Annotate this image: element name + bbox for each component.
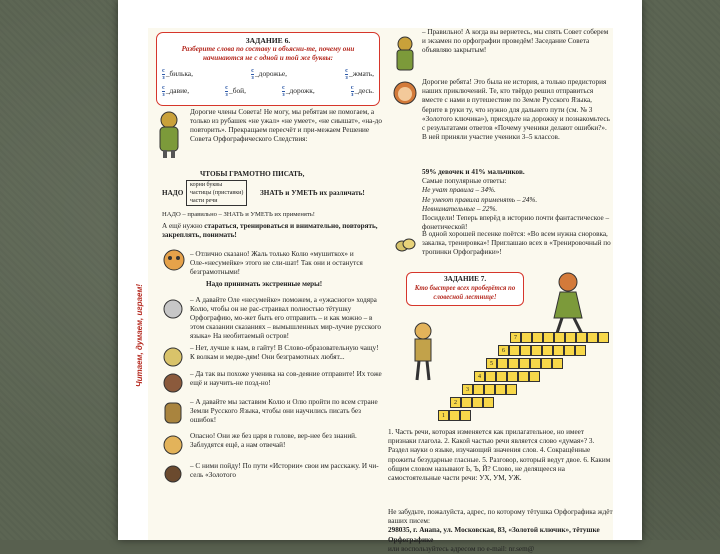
staircase-cell	[541, 358, 552, 369]
staircase-cell	[587, 332, 598, 343]
rule-diagram	[148, 170, 386, 222]
task7-box	[406, 272, 524, 306]
dialog-block-2	[148, 296, 386, 344]
staircase-cell: 2	[450, 397, 461, 408]
word-item: $\frac{с}{з}\_давие$,	[162, 83, 190, 98]
word-item: $\frac{с}{з}\_десь$.	[350, 83, 374, 98]
character-icon	[162, 346, 184, 368]
rule-apply: НАДО – правильно – ЗНАТЬ и УМЕТЬ их применять!	[162, 210, 315, 218]
word-item: $\frac{с}{з}\_билька$,	[162, 66, 193, 81]
task7-title: ЗАДАНИЕ 7.	[443, 275, 487, 283]
task6-box	[156, 32, 380, 106]
owl-teacher-illustration	[392, 36, 418, 72]
dialog-block-3	[148, 344, 386, 370]
staircase-cell	[495, 384, 506, 395]
staircase-cell	[553, 345, 564, 356]
dialog-paragraph: – Нет, лучше к нам, в гайту! В Слово-образовательную чащу! К волкам и медве-дям! Они безграмотных любят...	[190, 343, 379, 361]
task7-questions	[388, 428, 613, 508]
rule-heading: ЧТОБЫ ГРАМОТНО ПИСАТЬ,	[200, 169, 305, 178]
dialog-emphasis: Надо принимать экстренные меры!	[206, 279, 323, 288]
staircase-cell	[554, 332, 565, 343]
staircase-cell	[532, 332, 543, 343]
task6-word-row-2	[162, 85, 374, 98]
word-item: $\frac{с}{з}\_дорожк$,	[281, 83, 315, 98]
staircase-cell	[520, 345, 531, 356]
staircase-cell	[598, 332, 609, 343]
right-column	[388, 28, 613, 554]
staircase-cell: 7	[510, 332, 521, 343]
word-item: $\frac{с}{з}\_дорожье$,	[251, 66, 287, 81]
rule-items-box	[186, 180, 247, 206]
rule-need: НАДО	[162, 188, 184, 197]
staircase-cell: 1	[438, 410, 449, 421]
right-paragraph: – Правильно! А когда вы вернетесь, мы спять Совет соберем и экзамен по орфографии проведём! Заседание Совета объявляю закрытым!	[422, 28, 609, 55]
dialog-block-6	[148, 432, 386, 462]
staircase-cell	[508, 358, 519, 369]
staircase-cell	[483, 397, 494, 408]
staircase-cell	[484, 384, 495, 395]
right-song	[388, 230, 613, 270]
staircase-cell	[461, 397, 472, 408]
staircase-cell	[543, 332, 554, 343]
dialog-paragraph: – А давайте мы заставим Колю и Олю пройти по всем стране Земли Русского Языка, чтобы они научились писать без ошибок!	[190, 397, 378, 425]
side-label	[130, 255, 148, 390]
staircase-cell	[473, 384, 484, 395]
dialog-block-1	[148, 248, 386, 296]
side-label-text: Читаем, думаем, играем!	[135, 283, 144, 387]
character-icon	[162, 464, 184, 484]
staircase-cell	[576, 332, 587, 343]
staircase-cell	[509, 345, 520, 356]
contact-intro: Не забудьте, пожалуйста, адрес, по которому тётушка Орфографика ждёт ваших писем:	[388, 508, 613, 526]
staircase-cell	[506, 384, 517, 395]
staircase-cell	[460, 410, 471, 421]
staircase-cell: 3	[462, 384, 473, 395]
rule-item: частицы (приставки)	[190, 189, 244, 196]
rule-more-text: стараться, тренироваться и внимательно, повторять, закреплять, понимать!	[162, 221, 378, 239]
survey-results	[422, 168, 613, 230]
rule-item: корни буквы	[190, 181, 223, 188]
staircase-cell: 5	[486, 358, 497, 369]
staircase-cell	[565, 332, 576, 343]
staircase-cell	[485, 371, 496, 382]
survey-answer: Не учат правила – 34%.	[422, 186, 496, 195]
magazine-page	[148, 28, 613, 553]
character-icon	[162, 400, 184, 426]
owl-teacher-illustration	[152, 110, 186, 160]
staircase-cell	[449, 410, 460, 421]
rule-item: части речи	[190, 197, 218, 204]
dialog-block-7	[148, 462, 386, 482]
contact-block	[388, 508, 613, 554]
rule-more	[162, 222, 386, 244]
staircase-cell: 6	[498, 345, 509, 356]
staircase-cell	[529, 371, 540, 382]
staircase-cell	[530, 358, 541, 369]
character-icon	[162, 372, 184, 394]
character-icon	[162, 248, 186, 274]
staircase-cell	[518, 371, 529, 382]
dialog-paragraph: – А давайте Оле «несумейке» поможем, а «ужасного» ходяра Колю, чтобы он не рас-страивал полностью тётушку Орфографию, мо-жет быть его отправить – и как можно – в этом сказании сказаниях – вымышленных мир-лучие русского языка» На необитаемый остров!	[190, 295, 382, 341]
staircase-cell	[521, 332, 532, 343]
staircase-cell	[497, 358, 508, 369]
task6-word-row-1	[162, 68, 374, 81]
staircase-cell	[472, 397, 483, 408]
survey-stat: 59% девочек и 41% мальчиков.	[422, 168, 525, 176]
task6-title: ЗАДАНИЕ 6.	[245, 36, 291, 45]
task6-subtitle: Разберите слова по составу и объясни-те, почему они начинаются не с одной и той же буквы:	[181, 45, 355, 63]
rule-more-lead: А ещё нужно	[162, 221, 203, 230]
survey-conclusion: Посидели! Теперь вперёд в историю почти фантастическое – фонетической!	[422, 214, 610, 232]
word-item: $\frac{с}{з}\_бой$,	[225, 83, 246, 98]
rule-know: ЗНАТЬ и УМЕТЬ их различать!	[260, 188, 365, 197]
dialog-paragraph: – С ними пойду! По пути «Истории» свои им расскажу. И чи-сель «Золотого	[190, 461, 379, 479]
task7-subtitle: Кто быстрее всех проберётся по словесной лестнице!	[414, 285, 516, 302]
task7-area	[388, 270, 613, 428]
survey-answer: Не умеют правила применять – 24%.	[422, 195, 538, 204]
right-letter	[388, 78, 613, 168]
task6-words	[162, 68, 374, 98]
character-icon	[162, 298, 184, 320]
task7-questions-text: 1. Часть речи, которая изменяется как прилагательное, но имеет признаки глагола. 2. Какой частью речи является слово «думая»? 3. Раздел науки о языке, изучающий значения слов. 4. Сокращённые прожиты безударные гласные. 5. Разговор, который ведут двое. 6. Каким общим словом называют Ь, Ъ, Й? Слово, не делящееся на самостоятельные части речи: УХ, УМ, УЖ.	[388, 428, 611, 483]
word-staircase	[428, 322, 608, 422]
contact-address: 298035, г. Анапа, ул. Московская, 83, «Золотой ключик», тётушке Орфографике	[388, 526, 600, 544]
staircase-cell	[519, 358, 530, 369]
dialog-block-4	[148, 370, 386, 398]
council-block	[148, 108, 386, 166]
contact-email: или воспользуйтесь адресом по e-mail: nr.sem@	[388, 544, 535, 553]
staircase-cell	[531, 345, 542, 356]
dialog-paragraph: – Да так вы похоже ученика на сов-деяние отправите! Их тоже ещё и научить-не позд-но!	[190, 369, 382, 387]
right-paragraph: В одной хорошей песенке поётся: «Во всем нужна сноровка, закалка, тренировка»! Приглашаю всех в «Тренировочный по тропинки Орфографики»!	[422, 230, 611, 257]
council-paragraph: Дорогие члены Совета! Не могу, мы ребятам не помогаем, а только из рубашек «не ужал» «не умеет», «не сиышат», «на-до повторить». Прекращаем пересчёт и при-межаем Решение	[190, 107, 383, 135]
survey-heading: Самые популярные ответы:	[422, 177, 507, 186]
staircase-cell	[496, 371, 507, 382]
council-paragraph-end: Совета Орфографического Следствия:	[190, 135, 308, 144]
right-intro	[388, 28, 613, 78]
left-column	[148, 28, 386, 482]
dialog-block-5	[148, 398, 386, 432]
staircase-cell	[542, 345, 553, 356]
word-item: $\frac{с}{з}\_жмать$,	[345, 66, 374, 81]
character-icon	[162, 434, 184, 456]
right-paragraph: Дорогие ребята! Это была не история, а только предистория наших приключений. Те, кто твёрдо решил отправиться вместе с нами в путешествие по Земле Русского Языка, берите в руки ту, что нужно для дальнего пути (см. № 3 «Золотого ключика»), присядьте на дорожку и познакомьтесь с результатами ответов «Почему ученики делают ошибки?». В ней приняли участие ученики 3–5 классов.	[422, 78, 610, 142]
dialog-paragraph: Опасно! Они же без царя в голове, вер-нее без знаний. Заблудятся ещё, а нам отвечай!	[190, 431, 357, 449]
dialog-paragraph: – Отлично сказано! Жаль только Колю «мушиткох» и Оле-«несумейке» этого не сли-шат! Так они и останутся безграмотными!	[190, 249, 363, 277]
staircase-cell	[552, 358, 563, 369]
staircase-cell: 4	[474, 371, 485, 382]
staircase-cell	[564, 345, 575, 356]
staircase-cell	[575, 345, 586, 356]
girl-face-icon	[392, 80, 418, 106]
staircase-cell	[507, 371, 518, 382]
survey-answer: Невнимательные – 22%.	[422, 204, 498, 213]
coins-icon	[394, 236, 416, 254]
